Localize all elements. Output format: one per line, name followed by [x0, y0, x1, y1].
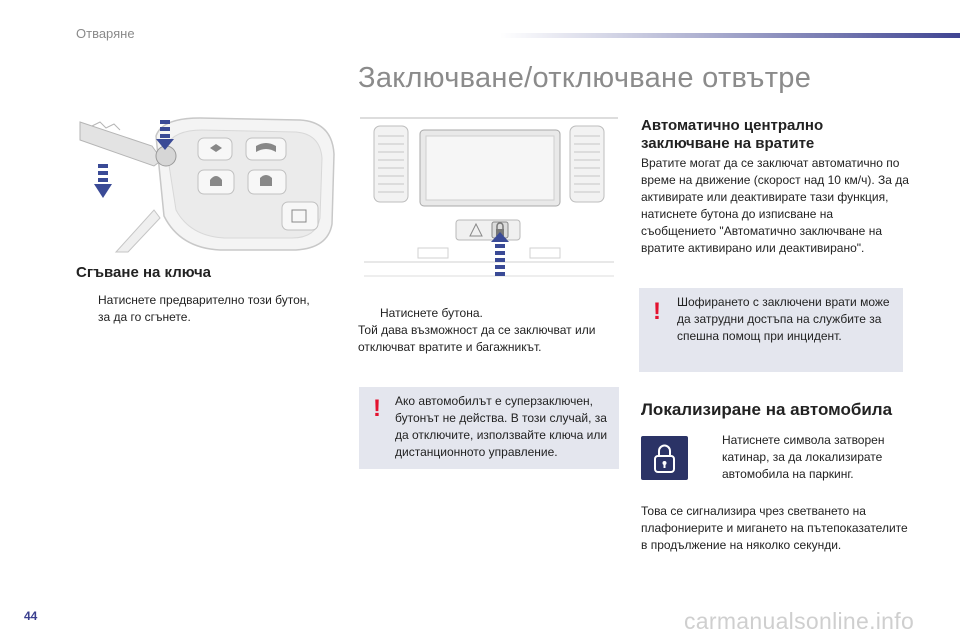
press-button-line2: Той дава възможност да се заключват или отключват вратите и багажникът.: [358, 323, 596, 354]
heading-auto-lock: Автоматично централно заключване на вратите: [641, 117, 824, 152]
section-label: Отваряне: [76, 26, 135, 41]
warning-note-driving: [639, 288, 903, 372]
key-fob-illustration: [70, 106, 342, 256]
warning-driving-text: Шофирането с заключени врати може да затрудни достъпа на службите за спешна помощ при инцидент.: [677, 295, 890, 343]
header-gradient-bar: [500, 33, 960, 38]
watermark: carmanualsonline.info: [684, 608, 915, 634]
locate-car-line2: катинар, за да локализирате автомобила на паркинг.: [722, 450, 883, 481]
warning-exclamation-icon: !: [373, 395, 381, 422]
dashboard-illustration: [358, 112, 620, 288]
press-button-text: [358, 305, 620, 356]
locate-car-signal-text: Това се сигнализира чрез светването на плафониерите и мигането на пътепоказателите в продължение на няколко секунди.: [641, 504, 908, 552]
locate-car-line1: Натиснете символа затворен: [722, 433, 885, 447]
press-button-line1: Натиснете бутона.: [380, 306, 483, 320]
fold-key-line1: Натиснете предварително този бутон,: [98, 293, 310, 307]
heading-locate-car: Локализиране на автомобила: [641, 400, 893, 419]
fold-key-line2: за да го сгънете.: [98, 310, 191, 324]
padlock-closed-icon: [641, 436, 688, 480]
locate-car-instruction: [700, 432, 915, 483]
warning-superlock-text: Ако автомобилът е суперзаключен, бутонът не действа. В този случай, за да отключите, използвайте ключа или дистанционното управление.: [395, 394, 608, 459]
page-title: Заключване/отключване отвътре: [358, 62, 812, 94]
warning-note-superlock: [359, 387, 619, 469]
page-number: 44: [24, 609, 38, 623]
warning-exclamation-icon: !: [653, 298, 661, 325]
heading-fold-key: Сгъване на ключа: [76, 264, 212, 281]
auto-lock-text: Вратите могат да се заключат автоматично по време на движение (скорост над 10 км/ч). За да активирате или деактивирате тази функция, натиснете бутона до изписване на съобщението "Автоматично заключване на вратите активирано или деактивирано".: [641, 156, 909, 255]
fold-key-instruction: [76, 292, 346, 326]
